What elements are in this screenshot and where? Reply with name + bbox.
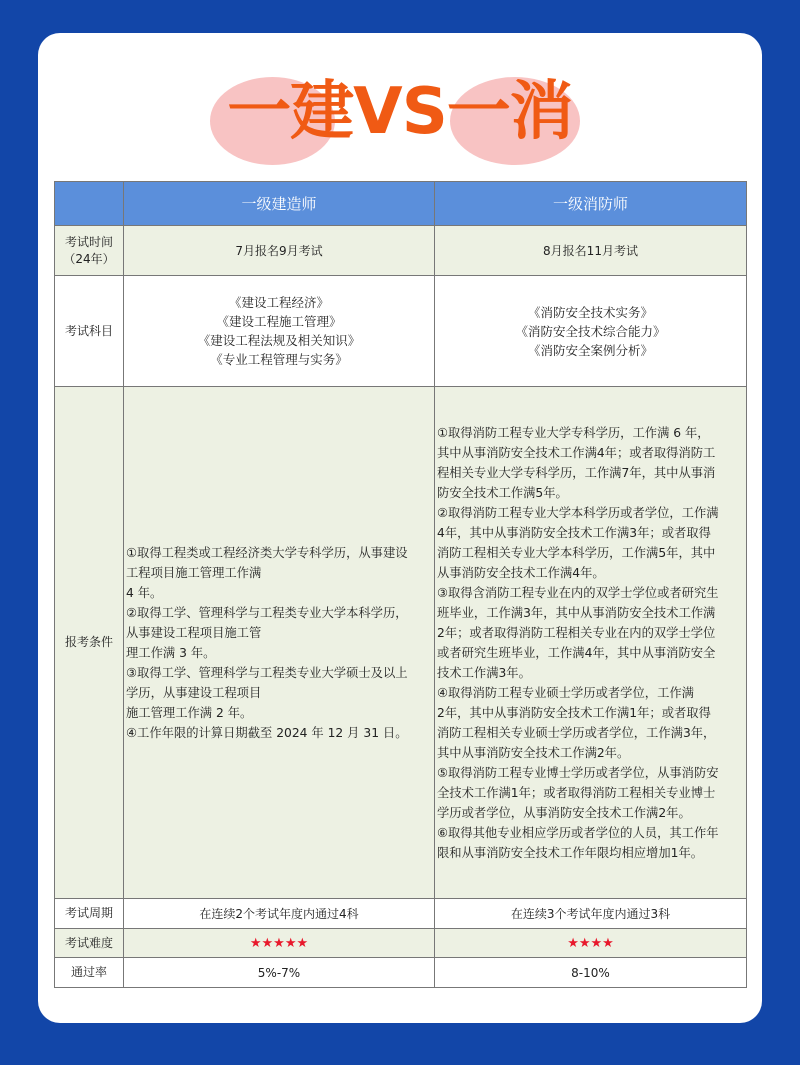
exam-time-label-line2: （24年） <box>63 251 115 266</box>
condition-line: 从事消防安全技术工作满4年。 <box>437 565 605 580</box>
difficulty-label: 考试难度 <box>55 929 124 958</box>
condition-line: 其中从事消防安全技术工作满2年。 <box>437 745 630 760</box>
condition-line: 4年，其中从事消防安全技术工作满3年；或者取得 <box>437 525 711 540</box>
condition-line: 限和从事消防安全技术工作年限均相应增加1年。 <box>437 845 704 860</box>
cycle-row <box>55 899 747 929</box>
condition-line: ④取得消防工程专业硕士学历或者学位，工作满 <box>437 685 694 700</box>
condition-line: 4 年。 <box>126 585 163 600</box>
conditions-jianzao <box>124 387 435 899</box>
subject-item: 《建设工程法规及相关知识》 <box>197 333 361 348</box>
condition-line: ③取得工学、管理科学与工程类专业大学硕士及以上 <box>126 665 408 680</box>
condition-line: 消防工程相关专业大学本科学历，工作满5年，其中 <box>437 545 716 560</box>
cycle-label: 考试周期 <box>55 899 124 929</box>
conditions-row <box>55 387 747 899</box>
cycle-jianzao: 在连续2个考试年度内通过4科 <box>124 899 435 929</box>
condition-line: 其中从事消防安全技术工作满4年；或者取得消防工 <box>437 445 716 460</box>
condition-line: ④工作年限的计算日期截至 2024 年 12 月 31 日。 <box>126 725 408 740</box>
subject-item: 《消防安全技术综合能力》 <box>515 323 666 339</box>
condition-line: 从事建设工程项目施工管 <box>126 625 262 640</box>
condition-line: 学历，从事建设工程项目 <box>126 685 262 700</box>
subjects-label: 考试科目 <box>55 276 124 387</box>
pass-rate-row <box>55 958 747 988</box>
condition-line: 程相关专业大学专科学历，工作满7年，其中从事消 <box>437 465 716 480</box>
subject-item: 《消防安全技术实务》 <box>527 304 653 320</box>
comparison-table <box>54 181 747 988</box>
subject-item: 《建设工程施工管理》 <box>216 314 342 329</box>
difficulty-stars-jianzao: ★★★★★ <box>124 929 435 958</box>
condition-line: ⑥取得其他专业相应学历或者学位的人员，其工作年 <box>437 825 719 840</box>
condition-line: 技术工作满3年。 <box>437 665 531 680</box>
condition-line: 消防工程相关专业硕士学历或者学位，工作满3年， <box>437 725 716 740</box>
title-area <box>38 33 762 183</box>
conditions-xiaofang <box>435 387 747 899</box>
exam-time-jianzao: 7月报名9月考试 <box>124 226 435 276</box>
condition-line: 全技术工作满1年；或者取得消防工程相关专业博士 <box>437 785 716 800</box>
exam-time-xiaofang: 8月报名11月考试 <box>435 226 747 276</box>
condition-line: ②取得消防工程专业大学本科学历或者学位，工作满 <box>437 505 719 520</box>
header-empty <box>55 182 124 226</box>
condition-line: 学历或者学位，从事消防安全技术工作满2年。 <box>437 805 691 820</box>
cycle-xiaofang: 在连续3个考试年度内通过3科 <box>435 899 747 929</box>
condition-line: ⑤取得消防工程专业博士学历或者学位，从事消防安 <box>437 765 719 780</box>
condition-line: 施工管理工作满 2 年。 <box>126 705 253 720</box>
condition-line: 工程项目施工管理工作满 <box>126 565 262 580</box>
subjects-xiaofang <box>435 276 747 387</box>
subject-item: 《消防安全案例分析》 <box>527 342 653 358</box>
condition-line: 防安全技术工作满5年。 <box>437 485 568 500</box>
subjects-row <box>55 276 747 387</box>
pass-rate-jianzao: 5%-7% <box>124 958 435 988</box>
pass-rate-xiaofang: 8-10% <box>435 958 747 988</box>
page-title: 一建VS一消 <box>227 75 573 149</box>
condition-line: 2年，其中从事消防安全技术工作满1年；或者取得 <box>437 705 711 720</box>
condition-line: ①取得工程类或工程经济类大学专科学历，从事建设 <box>126 545 408 560</box>
condition-line: 班毕业，工作满3年，其中从事消防安全技术工作满 <box>437 605 716 620</box>
exam-time-label-line1: 考试时间 <box>64 234 113 249</box>
header-jianzao: 一级建造师 <box>124 182 435 226</box>
condition-line: 2年；或者取得消防工程相关专业在内的双学士学位 <box>437 625 716 640</box>
condition-line: ①取得消防工程专业大学专科学历，工作满 6 年， <box>437 425 710 440</box>
condition-line: ②取得工学、管理科学与工程类专业大学本科学历， <box>126 605 408 620</box>
condition-line: 理工作满 3 年。 <box>126 645 216 660</box>
subjects-jianzao <box>124 276 435 387</box>
difficulty-stars-xiaofang: ★★★★ <box>435 929 747 958</box>
pass-rate-label: 通过率 <box>55 958 124 988</box>
header-row <box>55 182 747 226</box>
subject-item: 《建设工程经济》 <box>228 295 329 310</box>
header-xiaofang: 一级消防师 <box>435 182 747 226</box>
subject-item: 《专业工程管理与实务》 <box>210 352 348 367</box>
conditions-label: 报考条件 <box>55 387 124 899</box>
exam-time-row <box>55 226 747 276</box>
condition-line: ③取得含消防工程专业在内的双学士学位或者研究生 <box>437 585 719 600</box>
difficulty-row <box>55 929 747 958</box>
condition-line: 或者研究生班毕业，工作满4年，其中从事消防安全 <box>437 645 716 660</box>
exam-time-label <box>55 226 124 276</box>
